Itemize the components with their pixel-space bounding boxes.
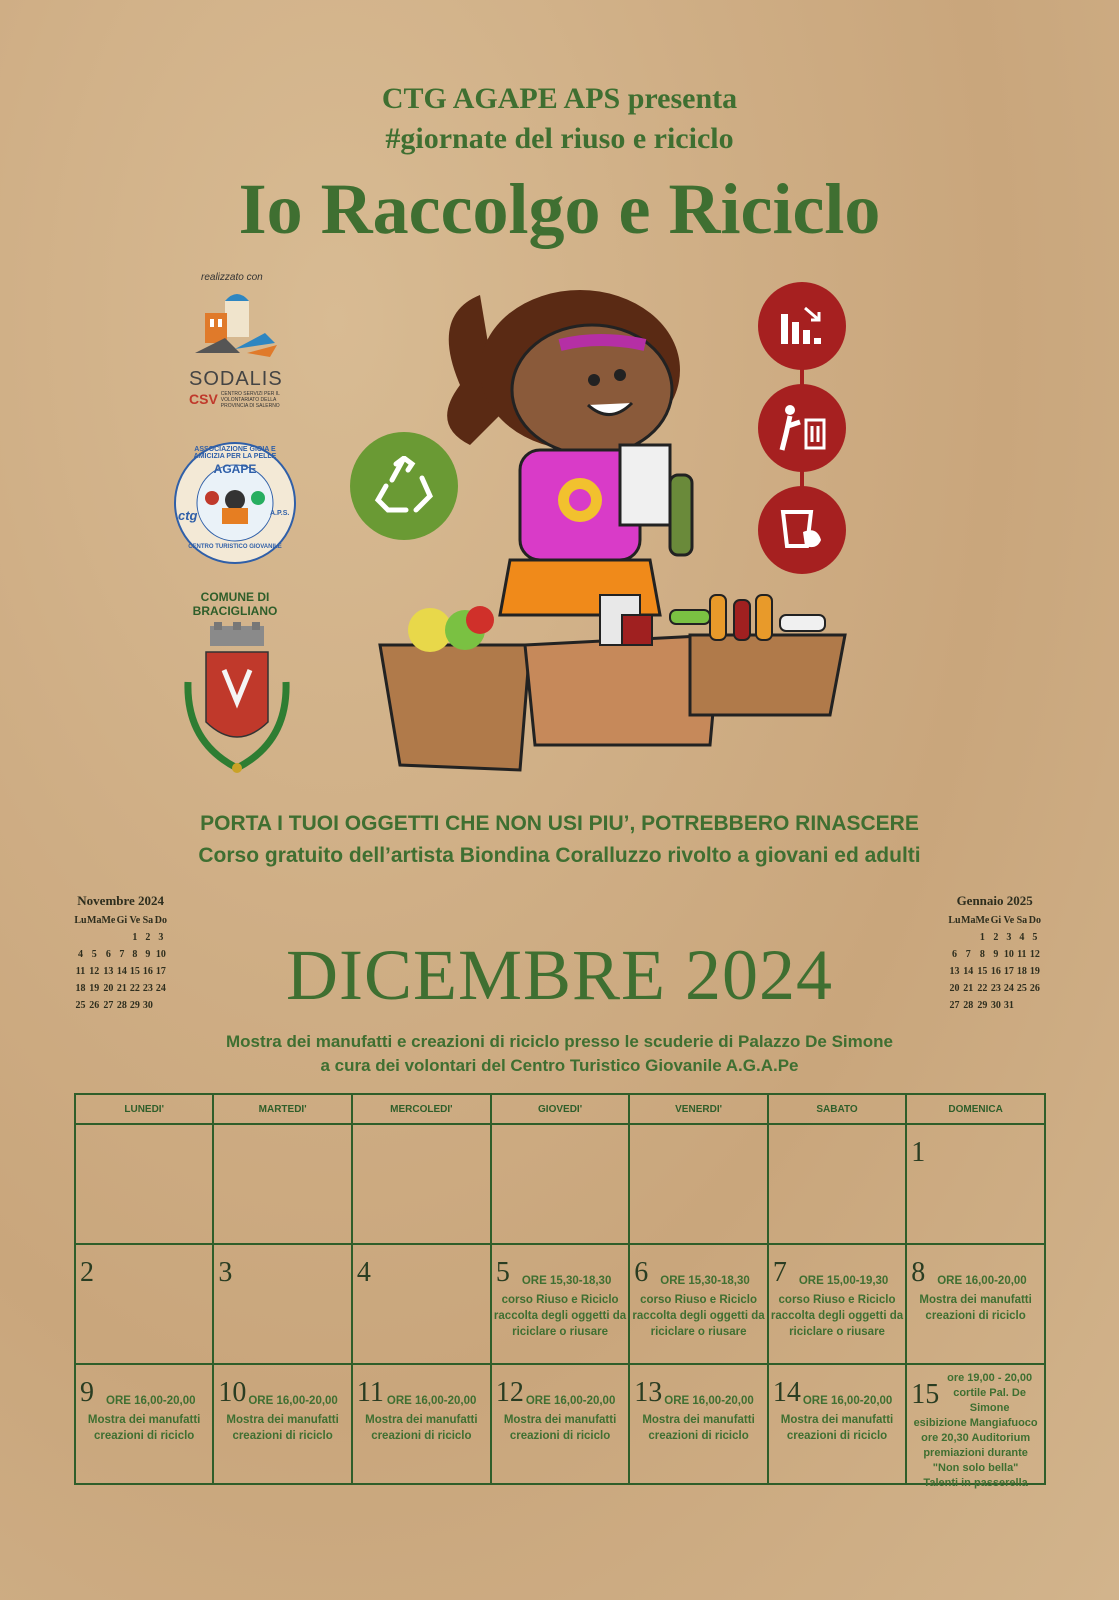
- day-number: 1: [911, 1137, 926, 1168]
- day-cell-content: [492, 1365, 628, 1483]
- mini-weekday: Sa: [142, 915, 154, 926]
- event-time: ORE 16,00-20,00: [106, 1395, 196, 1407]
- mini-day: 16: [990, 966, 1001, 977]
- mini-weekday: Ve: [1003, 915, 1015, 926]
- day-cell-content: [214, 1245, 351, 1363]
- day-cell-content: [630, 1245, 767, 1363]
- mini-day: 5: [1032, 932, 1038, 943]
- mini-calendar-title: Novembre 2024: [77, 893, 165, 908]
- mini-day: 22: [129, 983, 140, 994]
- weekday-header: GIOVEDI': [491, 1094, 629, 1124]
- day-number: 6: [634, 1257, 649, 1288]
- mini-day: 15: [129, 966, 140, 977]
- bracigliano-coat-of-arms-icon: [178, 622, 296, 780]
- mini-day: 9: [993, 949, 999, 960]
- mini-day: 28: [963, 1000, 974, 1011]
- mini-day: 7: [965, 949, 971, 960]
- day-cell-content: [353, 1245, 490, 1363]
- comune-line2: BRACIGLIANO: [192, 604, 278, 618]
- ctg-full-text: CENTRO TURISTICO GIOVANILE: [188, 544, 282, 550]
- mini-day: 7: [119, 949, 125, 960]
- day-cell-content: [214, 1125, 351, 1243]
- day-cell-content: [492, 1125, 628, 1243]
- event-description: Mostra dei manufatti creazioni di riciclo: [780, 1414, 894, 1442]
- weekday-header: MERCOLEDI': [352, 1094, 491, 1124]
- event-description: Mostra dei manufatti creazioni di riciclo: [642, 1414, 755, 1442]
- mini-day: 24: [155, 983, 166, 994]
- mini-weekday: Ve: [129, 915, 141, 926]
- comune-label: [160, 590, 310, 618]
- mini-day: 17: [1003, 966, 1014, 977]
- calendar-day-cell: [768, 1244, 906, 1364]
- day-number: 8: [911, 1257, 926, 1288]
- event-description: Mostra dei manufatti creazioni di riciclo: [503, 1414, 617, 1442]
- calendar-week-row: [75, 1244, 1045, 1364]
- event-time: ORE 16,00-20,00: [525, 1395, 616, 1407]
- special-event-line: ore 19,00 - 20,00: [947, 1372, 1033, 1384]
- agape-text: AGAPE: [213, 462, 257, 476]
- realizzato-text: realizzato con: [201, 272, 263, 283]
- day-number: 7: [772, 1257, 787, 1288]
- day-cell-content: [630, 1125, 767, 1243]
- event-description: Mostra dei manufatti creazioni di riciclo: [87, 1414, 201, 1442]
- mini-day: 21: [963, 983, 974, 994]
- day-cell-content: [353, 1125, 490, 1243]
- promo-line-2: Corso gratuito dell’artista Biondina Coralluzzo rivolto a giovani ed adulti: [198, 844, 921, 867]
- mini-day: 14: [116, 966, 127, 977]
- mini-day: 19: [1029, 966, 1040, 977]
- weekday-header: VENERDI': [629, 1094, 768, 1124]
- event-description: Mostra dei manufatti creazioni di riciclo: [226, 1414, 339, 1442]
- mini-day: 26: [89, 1000, 100, 1011]
- mini-day: 8: [132, 949, 138, 960]
- mini-day: 14: [963, 966, 974, 977]
- weekday-header: LUNEDI': [75, 1094, 213, 1124]
- special-event-line: cortile Pal. De Simone: [953, 1387, 1026, 1414]
- mini-day: 3: [1006, 932, 1012, 943]
- day-cell-content: [907, 1245, 1044, 1363]
- mini-day: 4: [78, 949, 83, 960]
- exhibit-line-2: a cura dei volontari del Centro Turistico Giovanile A.G.A.Pe: [320, 1056, 799, 1075]
- event-time: ORE 16,00-20,00: [386, 1395, 477, 1407]
- day-cell-content: [353, 1365, 490, 1483]
- day-number: 9: [80, 1377, 94, 1408]
- aps-text: A.P.S.: [270, 510, 290, 517]
- mini-day: 10: [1003, 949, 1014, 960]
- mini-calendar-title: Gennaio 2025: [956, 893, 1033, 908]
- mini-weekday-row: [948, 912, 1041, 929]
- event-time: ORE 15,00-19,30: [798, 1275, 889, 1287]
- mini-weekday: Lu: [948, 915, 961, 926]
- mini-day: 2: [145, 932, 151, 943]
- calendar-day-cell: [491, 1124, 629, 1244]
- mini-day: 17: [155, 966, 166, 977]
- calendar-day-cell: [75, 1364, 213, 1484]
- mini-day: 6: [105, 949, 111, 960]
- csv-description: CENTRO SERVIZI PER IL VOLONTARIATO DELLA PROVINCIA DI SALERNO: [220, 391, 280, 409]
- event-time: ORE 15,30-18,30: [660, 1275, 750, 1287]
- mini-day: 27: [949, 1000, 960, 1011]
- mini-day: 23: [142, 983, 153, 994]
- special-event-line: Talenti in passerella: [923, 1477, 1028, 1489]
- mini-day: 5: [91, 949, 97, 960]
- mini-day: 19: [89, 983, 100, 994]
- calendar-day-cell: [768, 1124, 906, 1244]
- day-number: 3: [218, 1257, 233, 1288]
- special-event-line: ore 20,30 Auditorium: [921, 1432, 1031, 1444]
- mini-day: 20: [949, 983, 960, 994]
- mini-day: 29: [977, 1000, 988, 1011]
- calendar-day-cell: [629, 1244, 768, 1364]
- mini-day: 25: [75, 1000, 86, 1011]
- presenter-heading: CTG AGAPE APS presenta: [381, 82, 738, 115]
- mini-day: 30: [142, 1000, 153, 1011]
- association-ring-text: ASSOCIAZIONE GIOIA E AMICIZIA PER LA PELLE: [193, 446, 277, 460]
- mini-day: 1: [132, 932, 138, 943]
- calendar-day-cell: [213, 1244, 352, 1364]
- calendar-week-row: [75, 1124, 1045, 1244]
- day-cell-content: [76, 1125, 212, 1243]
- event-time: ORE 16,00-20,00: [664, 1395, 754, 1407]
- day-number: 15: [911, 1379, 940, 1410]
- mini-weekday: Lu: [74, 915, 87, 926]
- mini-day: 18: [1016, 966, 1027, 977]
- day-cell-content: [492, 1245, 628, 1363]
- day-cell-content: [769, 1245, 905, 1363]
- csv-text: CSV: [189, 391, 218, 407]
- mini-day: 25: [1016, 983, 1027, 994]
- mini-day: 23: [990, 983, 1001, 994]
- mini-day: 4: [1019, 932, 1025, 943]
- calendar-day-cell: [213, 1364, 352, 1484]
- event-description: Mostra dei manufatti creazioni di riciclo: [365, 1414, 478, 1442]
- weekday-header: SABATO: [768, 1094, 906, 1124]
- day-cell-content: [76, 1365, 212, 1483]
- mini-weekday: Sa: [1016, 915, 1028, 926]
- hashtag-heading: #giornate del riuso e riciclo: [385, 122, 734, 155]
- day-number: 5: [495, 1257, 510, 1288]
- promo-line-1: PORTA I TUOI OGGETTI CHE NON USI PIU’, POTREBBERO RINASCERE: [200, 812, 919, 835]
- mini-weekday: Gi: [116, 915, 128, 926]
- mini-day: 12: [89, 966, 100, 977]
- mini-day: 18: [75, 983, 86, 994]
- mini-day: 11: [75, 966, 86, 977]
- reduce-chart-icon: [758, 282, 846, 370]
- special-event-line: "Non solo bella": [932, 1462, 1019, 1474]
- mini-day: 15: [977, 966, 988, 977]
- mini-weekday: Me: [975, 915, 990, 926]
- event-description: corso Riuso e Riciclo raccolta degli oggetti da riciclare o riusare: [493, 1294, 627, 1338]
- mini-day: 16: [142, 966, 153, 977]
- day-cell-content: [214, 1365, 351, 1483]
- mini-weekday: Do: [154, 915, 167, 926]
- mini-day: 27: [103, 1000, 114, 1011]
- mini-weekday-row: [74, 912, 167, 929]
- mini-weekday: Ma: [961, 915, 976, 926]
- month-title: DICEMBRE 2024: [285, 935, 834, 1015]
- special-event: [909, 1371, 1042, 1491]
- calendar-week-row: [75, 1364, 1045, 1484]
- exhibit-line-1: Mostra dei manufatti e creazioni di riciclo presso le scuderie di Palazzo De Simone: [226, 1032, 893, 1051]
- day-cell-content: [907, 1365, 1044, 1489]
- december-calendar: [74, 1093, 1046, 1489]
- mini-day: 2: [993, 932, 999, 943]
- weekday-header-row: [75, 1094, 1045, 1124]
- calendar-day-cell: [352, 1124, 491, 1244]
- weekday-header: DOMENICA: [906, 1094, 1045, 1124]
- mini-day: 30: [990, 1000, 1001, 1011]
- mini-day: 20: [103, 983, 114, 994]
- mini-weekday: Ma: [87, 915, 102, 926]
- sodalis-text: SODALIS: [189, 368, 283, 390]
- mini-weekday: Me: [101, 915, 116, 926]
- mini-weekday: Do: [1028, 915, 1041, 926]
- calendar-day-cell: [629, 1364, 768, 1484]
- mini-day: 11: [1017, 949, 1027, 960]
- event-time: ORE 16,00-20,00: [937, 1275, 1027, 1287]
- mini-day: 12: [1029, 949, 1040, 960]
- mini-day: 6: [952, 949, 957, 960]
- calendar-day-cell: [213, 1124, 352, 1244]
- special-event-line: premiazioni durante: [923, 1447, 1028, 1459]
- mini-day: 26: [1029, 983, 1040, 994]
- mini-day: 10: [155, 949, 166, 960]
- event-time: ORE 16,00-20,00: [248, 1395, 338, 1407]
- calendar-day-cell: [75, 1244, 213, 1364]
- event-description: corso Riuso e Riciclo raccolta degli oggetti da riciclare o riusare: [770, 1294, 904, 1338]
- reuse-container-icon: [758, 486, 846, 574]
- mini-day: 24: [1003, 983, 1014, 994]
- special-event-line: esibizione Mangiafuoco: [913, 1417, 1038, 1429]
- calendar-day-cell: [906, 1364, 1045, 1489]
- day-number: 4: [356, 1257, 371, 1288]
- mini-day: 29: [129, 1000, 140, 1011]
- calendar-day-cell: [768, 1364, 906, 1484]
- mini-day: 22: [977, 983, 988, 994]
- event-description: Mostra dei manufatti creazioni di riciclo: [919, 1294, 1032, 1322]
- mini-day: 3: [158, 932, 164, 943]
- mini-day: 28: [116, 1000, 127, 1011]
- weekday-header: MARTEDI': [213, 1094, 352, 1124]
- mini-day: 21: [116, 983, 127, 994]
- day-number: 14: [772, 1377, 801, 1408]
- calendar-day-cell: [629, 1124, 768, 1244]
- day-number: 2: [80, 1257, 94, 1288]
- calendar-day-cell: [75, 1124, 213, 1244]
- day-number: 13: [634, 1377, 663, 1408]
- mini-day: 31: [1003, 1000, 1014, 1011]
- mini-day: 8: [979, 949, 985, 960]
- day-cell-content: [907, 1125, 1044, 1243]
- day-cell-content: [769, 1365, 905, 1483]
- event-time: ORE 15,30-18,30: [521, 1275, 612, 1287]
- sodalis-logo: [185, 272, 295, 409]
- day-number: 10: [218, 1377, 247, 1408]
- calendar-day-cell: [906, 1124, 1045, 1244]
- event-time: ORE 16,00-20,00: [802, 1395, 893, 1407]
- mini-day: 9: [145, 949, 151, 960]
- calendar-day-cell: [352, 1244, 491, 1364]
- sodalis-building-icon: [185, 283, 285, 363]
- mini-day: 13: [949, 966, 960, 977]
- calendar-day-cell: [352, 1364, 491, 1484]
- mini-day: 13: [103, 966, 114, 977]
- dispose-bin-icon: [758, 384, 846, 472]
- day-cell-content: [769, 1125, 905, 1243]
- day-number: 12: [495, 1377, 524, 1408]
- ctg-text: ctg: [178, 508, 198, 523]
- day-number: 11: [356, 1377, 384, 1408]
- calendar-day-cell: [491, 1364, 629, 1484]
- calendar-day-cell: [906, 1244, 1045, 1364]
- day-cell-content: [630, 1365, 767, 1483]
- comune-line1: COMUNE DI: [200, 590, 270, 604]
- day-cell-content: [76, 1245, 212, 1363]
- mini-day: 1: [979, 932, 985, 943]
- mini-weekday: Gi: [990, 915, 1002, 926]
- page-title: Io Raccolgo e Riciclo: [238, 169, 881, 249]
- agape-ctg-logo: [172, 440, 298, 566]
- calendar-day-cell: [491, 1244, 629, 1364]
- event-description: corso Riuso e Riciclo raccolta degli oggetti da riciclare o riusare: [632, 1294, 765, 1338]
